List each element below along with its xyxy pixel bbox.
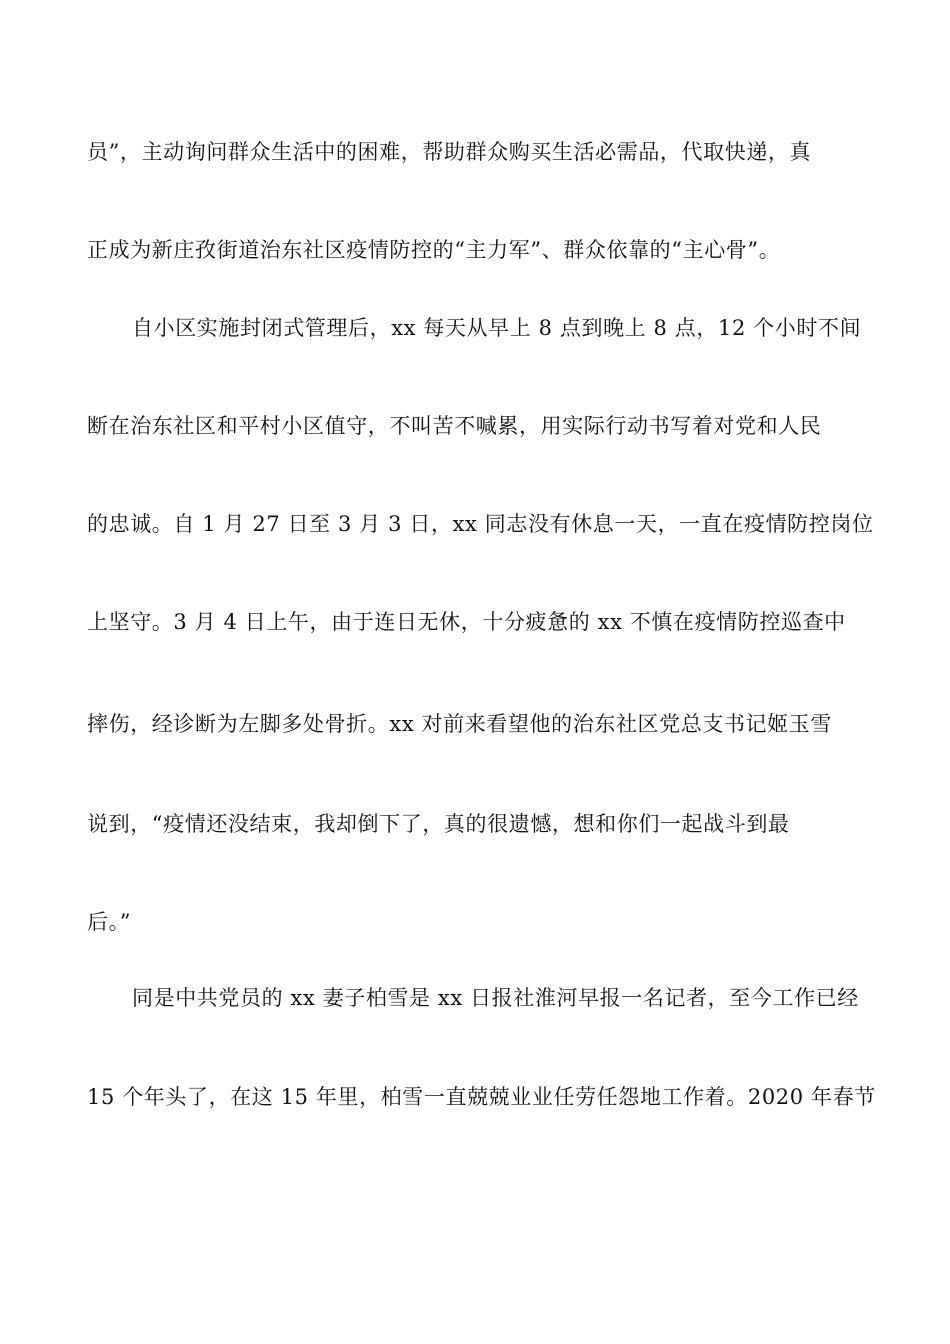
text-line-2: 正成为新庄孜街道治东社区疫情防控的“主力军”、群众依靠的“主心骨”。: [87, 238, 781, 262]
text-line-10: 同是中共党员的 xx 妻子柏雪是 xx 日报社淮河早报一名记者，至今工作已经: [132, 986, 859, 1010]
text-line-3: 自小区实施封闭式管理后，xx 每天从早上 8 点到晚上 8 点，12 个小时不间: [132, 316, 862, 340]
text-line-7: 摔伤，经诊断为左脚多处骨折。xx 对前来看望他的治东社区党总支书记姬玉雪: [87, 712, 832, 736]
text-line-1: 员”，主动询问群众生活中的困难，帮助群众购买生活必需品，代取快递，真: [87, 140, 812, 164]
text-line-6: 上坚守。3 月 4 日上午，由于连日无休，十分疲惫的 xx 不慎在疫情防控巡查中: [87, 610, 846, 634]
text-line-9: 后。”: [87, 910, 132, 934]
text-line-4: 断在治东社区和平村小区值守，不叫苦不喊累，用实际行动书写着对党和人民: [87, 414, 822, 438]
text-line-11: 15 个年头了，在这 15 年里，柏雪一直兢兢业业任劳任怨地工作着。2020 年春节: [87, 1085, 876, 1109]
text-line-5: 的忠诚。自 1 月 27 日至 3 月 3 日，xx 同志没有休息一天，一直在疫情防控岗位: [87, 512, 874, 536]
text-line-8: 说到，“疫情还没结束，我却倒下了，真的很遗憾，想和你们一起战斗到最: [87, 812, 790, 836]
